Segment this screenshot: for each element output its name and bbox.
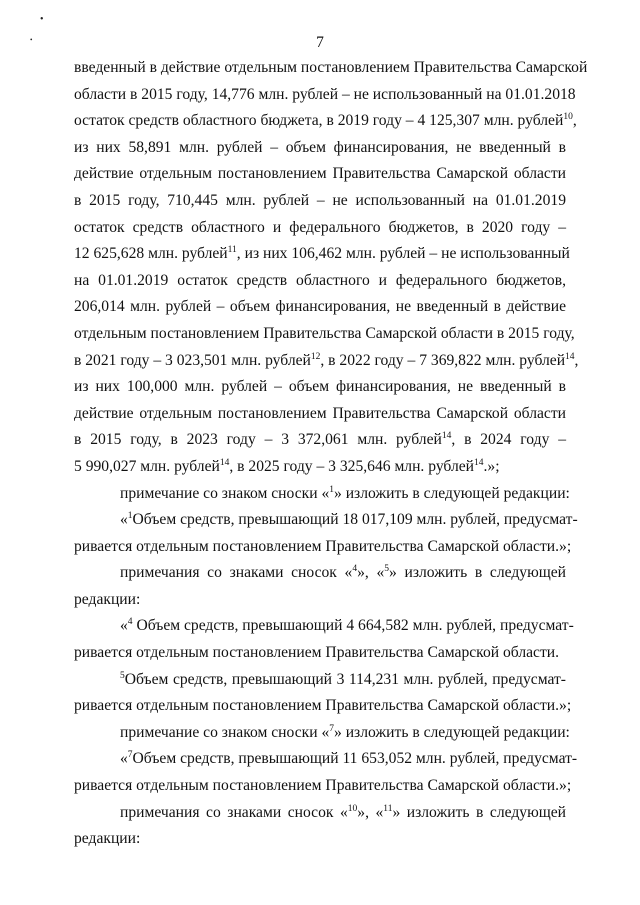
text-line [74,587,566,614]
text-line [74,534,572,561]
text-segment: », « [357,803,384,821]
text-segment: остаток средств областного и федерального бюджетов, в 2020 году – [74,218,566,236]
text-segment: 206,014 млн. рублей – объем финансирования, не введенный в действие [74,298,566,316]
text-line [74,481,570,508]
footnote-marker: 10 [347,803,358,814]
text-segment: , из них 106,462 млн. рублей – не использованный [236,245,570,263]
text-line [74,188,566,215]
text-segment: Объем средств, превышающий 4 664,582 млн. рублей, предусмат- [132,617,574,635]
text-segment: .»; [483,457,500,475]
text-line [74,667,566,694]
text-segment: отдельным постановлением Правительства Самарской области в 2015 году, [74,324,575,342]
text-line [74,826,566,853]
footnote-marker: 4 [127,617,133,628]
text-segment: 12 625,628 млн. рублей [74,245,228,263]
page-number: 7 [316,34,324,51]
text-line [74,613,574,640]
text-segment: ривается отдельным постановлением Правительства Самарской области.»; [74,777,572,795]
text-line [74,348,579,375]
text-segment: ривается отдельным постановлением Правительства Самарской области.»; [74,697,572,715]
text-segment: Объем средств, превышающий 18 017,109 млн. рублей, предусмат- [132,511,578,529]
text-segment: области в 2015 году, 14,776 млн. рублей – не использованный на 01.01.2018 [74,85,576,103]
text-line [74,773,572,800]
text-line [74,82,576,109]
text-line [74,374,566,401]
footnote-marker: 1 [127,511,133,522]
text-segment: « [120,511,128,529]
text-line [74,135,566,162]
text-line [74,507,578,534]
text-segment: примечания со знаками сносок « [120,564,353,582]
text-segment: , в 2025 году – 3 325,646 млн. рублей [229,457,475,475]
footnote-marker: 14 [474,457,484,468]
text-line [74,454,566,481]
text-segment: 5 990,027 млн. рублей [74,457,220,475]
footnote-marker: 11 [227,245,237,256]
text-line [74,800,566,827]
text-segment: ривается отдельным постановлением Правительства Самарской области.»; [74,537,572,555]
text-line [74,427,566,454]
text-line [74,560,566,587]
text-segment: Объем средств, превышающий 3 114,231 млн. рублей, предусмат- [124,670,566,688]
text-segment: » изложить в следующей [392,803,566,821]
text-segment: из них 58,891 млн. рублей – объем финансирования, не введенный в [74,138,566,156]
text-line [74,321,575,348]
text-line [74,693,572,720]
footnote-marker: 11 [383,803,393,814]
text-segment: примечания со знаками сносок « [120,803,348,821]
text-segment: введенный в действие отдельным постановлением Правительства Самарской [74,59,588,76]
text-segment: в 2021 году – 3 023,501 млн. рублей [74,351,311,369]
text-segment: ривается отдельным постановлением Правительства Самарской области. [74,644,560,662]
text-segment: » изложить в следующей редакции: [334,484,570,502]
text-segment: », « [357,564,385,582]
text-segment: , [572,112,577,130]
text-line [74,640,566,667]
text-line [74,108,577,135]
text-segment: примечание со знаком сноски « [120,723,330,741]
text-segment: « [120,617,128,635]
text-segment: , в 2022 году – 7 369,822 млн. рублей [320,351,566,369]
text-segment: действие отдельным постановлением Правительства Самарской области [74,404,566,422]
text-line [74,401,566,428]
text-line [74,241,570,268]
footnote-marker: 5 [120,670,125,681]
text-segment: из них 100,000 млн. рублей – объем финансирования, не введенный в [74,378,566,396]
footnote-marker: 4 [352,564,358,575]
text-line [74,268,566,295]
text-segment: , [574,351,579,369]
footnote-marker: 7 [127,750,133,761]
text-line [74,55,588,82]
text-segment: Объем средств, превышающий 11 653,052 млн. рублей, предусмат- [132,750,578,768]
text-segment: на 01.01.2019 остаток средств областного и федерального бюджетов, [74,271,566,289]
footnote-marker: 5 [384,564,390,575]
text-segment: « [120,750,128,768]
text-segment: остаток средств областного бюджета, в 2019 году – 4 125,307 млн. рублей [74,112,564,130]
footnote-marker: 14 [441,431,452,442]
text-line [74,161,566,188]
text-segment: » изложить в следующей [389,564,567,582]
footnote-marker: 1 [329,484,334,495]
text-line [74,215,566,242]
text-segment: действие отдельным постановлением Правительства Самарской области [74,165,566,183]
document-body [74,55,588,853]
text-line [74,294,566,321]
footnote-marker: 12 [310,351,321,362]
text-segment: » изложить в следующей редакции: [334,723,570,741]
text-segment: примечание со знаком сноски « [120,484,330,502]
text-line [74,746,578,773]
footnote-marker: 7 [329,723,334,734]
text-segment: редакции: [74,830,141,848]
scan-mark: • [40,14,44,25]
text-segment: редакции: [74,590,141,608]
text-segment: , в 2024 году – [451,431,566,449]
text-segment: в 2015 году, в 2023 году – 3 372,061 млн. рублей [74,431,442,449]
footnote-marker: 10 [563,112,573,123]
scan-mark: • [30,36,33,44]
footnote-marker: 14 [219,457,230,468]
text-line [74,720,570,747]
text-segment: в 2015 году, 710,445 млн. рублей – не использованный на 01.01.2019 [74,191,566,209]
footnote-marker: 14 [565,351,575,362]
